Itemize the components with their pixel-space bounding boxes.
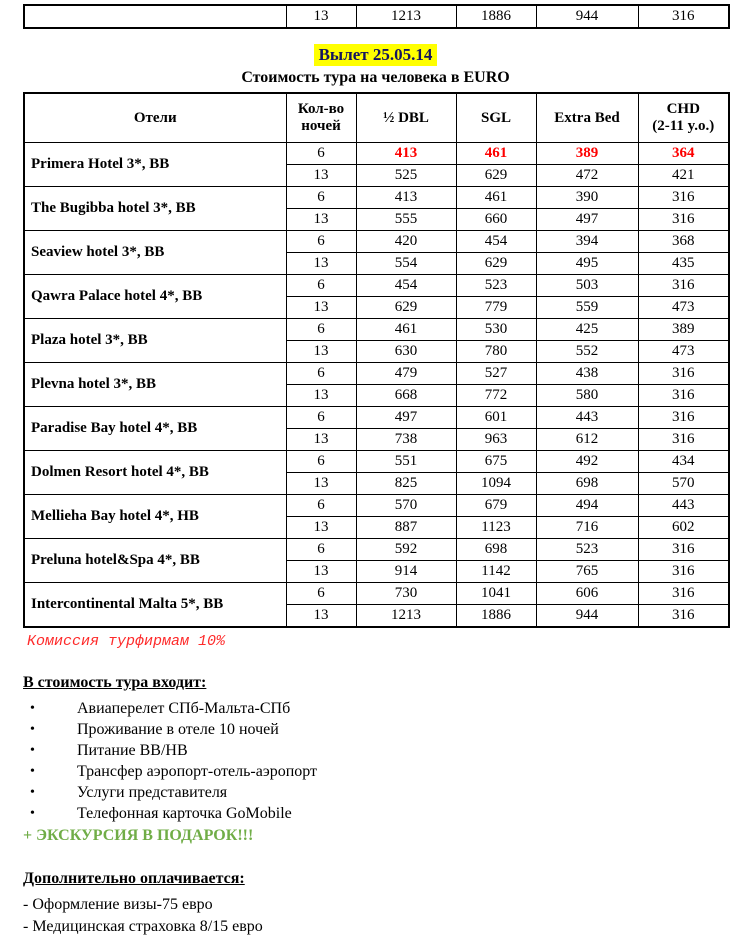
extras-heading: Дополнительно оплачивается: <box>23 870 245 887</box>
price-cell: 495 <box>536 253 638 275</box>
price-cell: 461 <box>356 319 456 341</box>
included-item <box>30 740 738 761</box>
nights-cell: 6 <box>286 143 356 165</box>
nights-cell: 6 <box>286 583 356 605</box>
price-cell: 1123 <box>456 517 536 539</box>
price-cell: 389 <box>638 319 729 341</box>
price-cell: 454 <box>456 231 536 253</box>
hotel-name-cell: Paradise Bay hotel 4*, BB <box>24 407 286 451</box>
price-cell: 364 <box>638 143 729 165</box>
price-cell: 1041 <box>456 583 536 605</box>
hotel-name-cell <box>24 5 286 28</box>
price-cell: 1886 <box>456 605 536 628</box>
price-cell: 527 <box>456 363 536 385</box>
price-cell: 390 <box>536 187 638 209</box>
nights-cell: 13 <box>286 561 356 583</box>
price-cell: 698 <box>456 539 536 561</box>
extra-cost-item: - Оформление визы-75 евро <box>23 896 213 913</box>
hotel-name-cell: Dolmen Resort hotel 4*, BB <box>24 451 286 495</box>
price-cell: 434 <box>638 451 729 473</box>
price-cell: 368 <box>638 231 729 253</box>
price-cell: 316 <box>638 429 729 451</box>
price-cell: 570 <box>356 495 456 517</box>
price-cell: 316 <box>638 561 729 583</box>
price-row <box>24 231 729 253</box>
included-item-label: Питание BB/HB <box>77 742 188 759</box>
bullet-icon: • <box>30 764 35 779</box>
price-cell: 421 <box>638 165 729 187</box>
price-row <box>24 451 729 473</box>
price-cell: 555 <box>356 209 456 231</box>
nights-cell: 6 <box>286 187 356 209</box>
col-header-nights-line2: ночей <box>301 118 341 134</box>
price-cell: 602 <box>638 517 729 539</box>
price-cell: 779 <box>456 297 536 319</box>
price-cell: 473 <box>638 341 729 363</box>
bonus-excursion-note: + ЭКСКУРСИЯ В ПОДАРОК!!! <box>23 827 254 844</box>
included-item-label: Авиаперелет СПб-Мальта-СПб <box>77 700 291 717</box>
col-header-sgl: SGL <box>456 93 536 143</box>
nights-cell: 13 <box>286 209 356 231</box>
price-cell: 570 <box>638 473 729 495</box>
nights-cell: 6 <box>286 495 356 517</box>
hotel-name-cell: Preluna hotel&Spa 4*, BB <box>24 539 286 583</box>
price-row <box>24 539 729 561</box>
price-cell: 825 <box>356 473 456 495</box>
included-item <box>30 803 738 824</box>
price-cell: 316 <box>638 583 729 605</box>
price-cell: 316 <box>638 275 729 297</box>
price-cell: 592 <box>356 539 456 561</box>
price-cell: 479 <box>356 363 456 385</box>
price-cell: 1886 <box>456 5 536 28</box>
price-table <box>23 92 730 628</box>
price-row <box>24 143 729 165</box>
price-cell: 316 <box>638 605 729 628</box>
nights-cell: 6 <box>286 275 356 297</box>
price-row <box>24 495 729 517</box>
col-header-chd <box>638 93 729 143</box>
price-cell: 630 <box>356 341 456 363</box>
nights-cell: 6 <box>286 407 356 429</box>
table-row <box>24 5 729 28</box>
included-item <box>30 782 738 803</box>
price-cell: 494 <box>536 495 638 517</box>
nights-cell: 6 <box>286 231 356 253</box>
price-cell: 963 <box>456 429 536 451</box>
hotel-name-cell: Mellieha Bay hotel 4*, HB <box>24 495 286 539</box>
price-cell: 497 <box>356 407 456 429</box>
price-cell: 668 <box>356 385 456 407</box>
nights-cell: 13 <box>286 341 356 363</box>
price-cell: 944 <box>536 5 638 28</box>
departure-date-title: Вылет 25.05.14 <box>314 44 438 66</box>
col-header-extra-bed: Extra Bed <box>536 93 638 143</box>
nights-cell: 6 <box>286 451 356 473</box>
nights-cell: 6 <box>286 319 356 341</box>
price-cell: 316 <box>638 385 729 407</box>
price-cell: 316 <box>638 187 729 209</box>
nights-cell: 6 <box>286 363 356 385</box>
price-cell: 425 <box>536 319 638 341</box>
document-page <box>0 4 738 933</box>
hotel-name-cell: Intercontinental Malta 5*, BB <box>24 583 286 628</box>
price-cell: 525 <box>356 165 456 187</box>
price-cell: 559 <box>536 297 638 319</box>
bullet-icon: • <box>30 785 35 800</box>
price-cell: 420 <box>356 231 456 253</box>
price-subtitle: Стоимость тура на человека в EURO <box>241 69 510 86</box>
price-cell: 780 <box>456 341 536 363</box>
hotel-name-cell: Seaview hotel 3*, BB <box>24 231 286 275</box>
hotel-name-cell: Plevna hotel 3*, BB <box>24 363 286 407</box>
hotel-name-cell: Primera Hotel 3*, BB <box>24 143 286 187</box>
price-cell: 443 <box>536 407 638 429</box>
includes-list <box>0 698 738 824</box>
bullet-icon: • <box>30 806 35 821</box>
extras-list <box>0 894 738 938</box>
nights-cell: 13 <box>286 605 356 628</box>
price-cell: 530 <box>456 319 536 341</box>
included-item <box>30 698 738 719</box>
price-cell: 1213 <box>356 605 456 628</box>
price-row <box>24 363 729 385</box>
price-cell: 316 <box>638 407 729 429</box>
price-cell: 772 <box>456 385 536 407</box>
price-cell: 1213 <box>356 5 456 28</box>
nights-cell: 13 <box>286 429 356 451</box>
col-header-nights-line1: Кол-во <box>297 101 345 117</box>
price-cell: 765 <box>536 561 638 583</box>
price-cell: 316 <box>638 209 729 231</box>
hotel-name-cell: Plaza hotel 3*, BB <box>24 319 286 363</box>
price-cell: 316 <box>638 363 729 385</box>
price-cell: 629 <box>356 297 456 319</box>
price-cell: 914 <box>356 561 456 583</box>
price-cell: 675 <box>456 451 536 473</box>
price-cell: 601 <box>456 407 536 429</box>
nights-cell: 13 <box>286 385 356 407</box>
col-header-chd-line2: (2-11 y.o.) <box>652 118 715 134</box>
previous-table-last-row <box>23 4 730 29</box>
price-cell: 738 <box>356 429 456 451</box>
price-cell: 443 <box>638 495 729 517</box>
price-cell: 473 <box>638 297 729 319</box>
nights-cell: 13 <box>286 5 356 28</box>
col-header-half-dbl: ½ DBL <box>356 93 456 143</box>
nights-cell: 13 <box>286 473 356 495</box>
price-cell: 554 <box>356 253 456 275</box>
price-cell: 944 <box>536 605 638 628</box>
hotel-name-cell: Qawra Palace hotel 4*, BB <box>24 275 286 319</box>
price-row <box>24 275 729 297</box>
included-item-label: Телефонная карточка GoMobile <box>77 805 292 822</box>
nights-cell: 13 <box>286 517 356 539</box>
title-row <box>23 44 728 66</box>
price-cell: 1142 <box>456 561 536 583</box>
price-cell: 698 <box>536 473 638 495</box>
included-item-label: Проживание в отеле 10 ночей <box>77 721 279 738</box>
price-cell: 552 <box>536 341 638 363</box>
price-cell: 472 <box>536 165 638 187</box>
col-header-hotels: Отели <box>24 93 286 143</box>
price-cell: 497 <box>536 209 638 231</box>
price-cell: 503 <box>536 275 638 297</box>
price-cell: 492 <box>536 451 638 473</box>
col-header-chd-line1: CHD <box>666 101 700 117</box>
bullet-icon: • <box>30 722 35 737</box>
extra-cost-item: - Медицинская страховка 8/15 евро <box>23 918 263 935</box>
price-table-header-row <box>24 93 729 143</box>
price-cell: 660 <box>456 209 536 231</box>
included-item-label: Услуги представителя <box>77 784 228 801</box>
price-cell: 679 <box>456 495 536 517</box>
price-cell: 887 <box>356 517 456 539</box>
col-header-nights <box>286 93 356 143</box>
commission-note: Комиссия турфирмам 10% <box>27 633 226 650</box>
price-cell: 413 <box>356 187 456 209</box>
price-row <box>24 583 729 605</box>
price-cell: 523 <box>536 539 638 561</box>
nights-cell: 6 <box>286 539 356 561</box>
nights-cell: 13 <box>286 165 356 187</box>
nights-cell: 13 <box>286 297 356 319</box>
price-cell: 580 <box>536 385 638 407</box>
price-cell: 461 <box>456 187 536 209</box>
price-cell: 716 <box>536 517 638 539</box>
bullet-icon: • <box>30 701 35 716</box>
price-cell: 730 <box>356 583 456 605</box>
price-cell: 612 <box>536 429 638 451</box>
price-cell: 551 <box>356 451 456 473</box>
price-cell: 454 <box>356 275 456 297</box>
includes-heading: В стоимость тура входит: <box>23 674 207 691</box>
included-item <box>30 719 738 740</box>
price-cell: 629 <box>456 165 536 187</box>
price-row <box>24 407 729 429</box>
price-cell: 413 <box>356 143 456 165</box>
hotel-name-cell: The Bugibba hotel 3*, BB <box>24 187 286 231</box>
price-cell: 1094 <box>456 473 536 495</box>
price-cell: 316 <box>638 539 729 561</box>
price-cell: 438 <box>536 363 638 385</box>
price-cell: 461 <box>456 143 536 165</box>
price-row <box>24 187 729 209</box>
included-item-label: Трансфер аэропорт-отель-аэропорт <box>77 763 318 780</box>
price-cell: 629 <box>456 253 536 275</box>
bullet-icon: • <box>30 743 35 758</box>
price-cell: 523 <box>456 275 536 297</box>
nights-cell: 13 <box>286 253 356 275</box>
price-row <box>24 319 729 341</box>
price-cell: 394 <box>536 231 638 253</box>
price-cell: 389 <box>536 143 638 165</box>
included-item <box>30 761 738 782</box>
price-cell: 316 <box>638 5 729 28</box>
price-cell: 606 <box>536 583 638 605</box>
price-cell: 435 <box>638 253 729 275</box>
